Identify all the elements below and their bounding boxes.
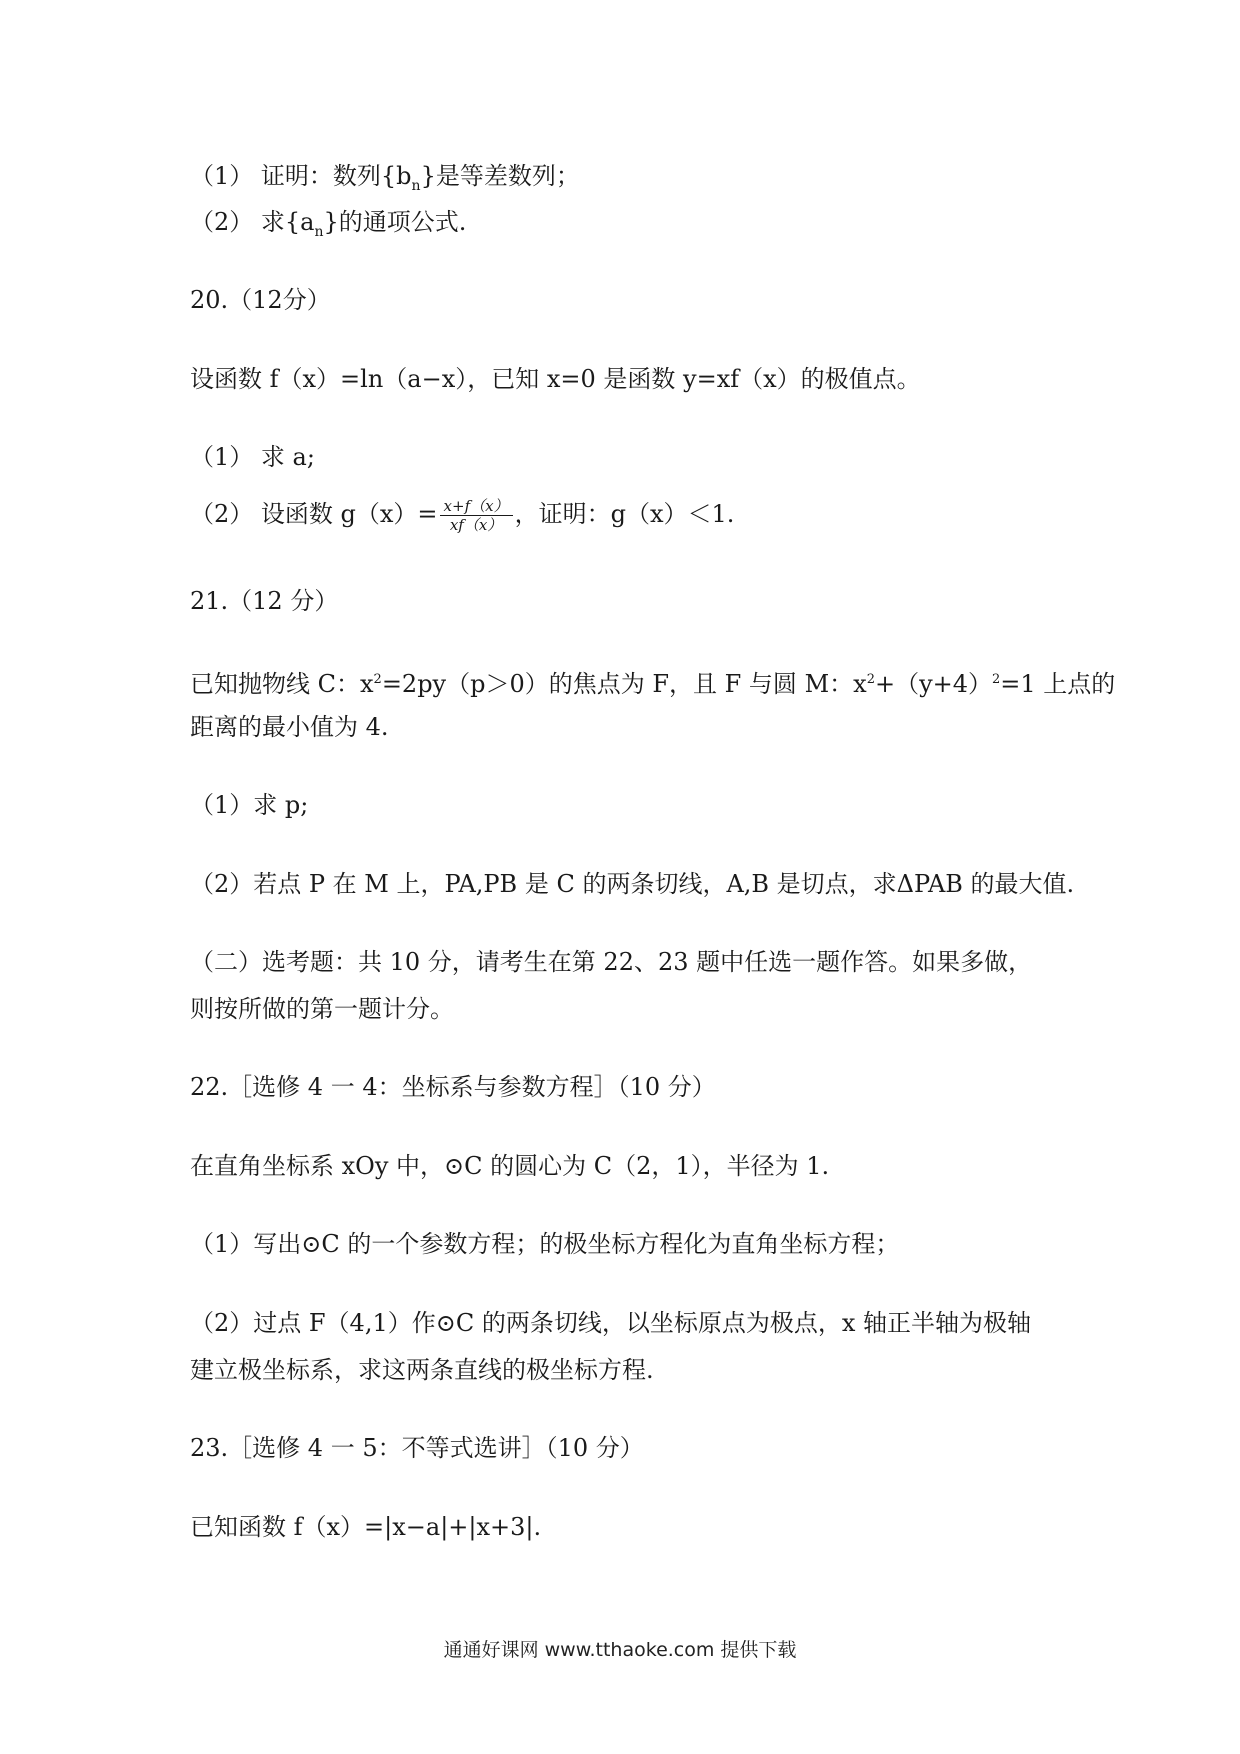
q23-header: 23.［选修 4 一 5：不等式选讲］（10 分） bbox=[190, 1434, 644, 1462]
fraction-numerator: x+f（x） bbox=[440, 497, 513, 516]
footer-credit: 通通好课网 www.tthaoke.com 提供下载 bbox=[443, 1639, 797, 1661]
q22-part2-line2: 建立极坐标系，求这两条直线的极坐标方程. bbox=[190, 1356, 654, 1384]
q19-part2 bbox=[190, 206, 466, 248]
q19-part1-text: （1） 证明：数列{b bbox=[190, 162, 412, 190]
q21-header: 21.（12 分） bbox=[190, 587, 339, 615]
q20-part2-text-end: ，证明：g（x）＜1. bbox=[514, 500, 735, 528]
elective-note-line1: （二）选考题：共 10 分，请考生在第 22、23 题中任选一题作答。如果多做， bbox=[190, 948, 1033, 976]
q22-stem: 在直角坐标系 xOy 中，⊙C 的圆心为 C（2，1），半径为 1. bbox=[190, 1152, 830, 1180]
q19-part1-text-end: }是等差数列； bbox=[420, 162, 580, 190]
superscript: 2 bbox=[992, 672, 1001, 687]
superscript: 2 bbox=[373, 672, 382, 687]
q21-stem-line1 bbox=[190, 664, 1115, 700]
q22-header: 22.［选修 4 一 4：坐标系与参数方程］（10 分） bbox=[190, 1073, 716, 1101]
q21-part1: （1）求 p; bbox=[190, 791, 309, 819]
subscript: n bbox=[314, 223, 324, 240]
q20-header: 20.（12分） bbox=[190, 286, 331, 314]
q20-part2 bbox=[190, 497, 734, 534]
q21-part2: （2）若点 P 在 M 上，PA,PB 是 C 的两条切线，A,B 是切点，求ΔPAB 的最大值. bbox=[190, 870, 1075, 898]
q20-stem: 设函数 f（x）=ln（a−x），已知 x=0 是函数 y=xf（x）的极值点。 bbox=[190, 365, 921, 393]
q19-part2-text: （2） 求{a bbox=[190, 208, 315, 236]
fraction bbox=[440, 497, 513, 534]
q21-stem-line2: 距离的最小值为 4. bbox=[190, 713, 389, 741]
q22-part2-line1: （2）过点 F（4,1）作⊙C 的两条切线，以坐标原点为极点，x 轴正半轴为极轴 bbox=[190, 1309, 1031, 1337]
text: +（y+4） bbox=[874, 670, 993, 698]
fraction-denominator: xf（x） bbox=[449, 516, 503, 534]
q19-part1 bbox=[190, 160, 580, 202]
text: =1 上点的 bbox=[1000, 670, 1116, 698]
q20-part1: （1） 求 a; bbox=[190, 443, 315, 471]
q22-part1: （1）写出⊙C 的一个参数方程；的极坐标方程化为直角坐标方程； bbox=[190, 1230, 900, 1258]
q20-part2-text: （2） 设函数 g（x）= bbox=[190, 500, 438, 528]
q23-stem: 已知函数 f（x）=|x−a|+|x+3|. bbox=[190, 1513, 542, 1541]
elective-note-line2: 则按所做的第一题计分。 bbox=[190, 995, 454, 1023]
superscript: 2 bbox=[866, 672, 875, 687]
q19-part2-text-end: }的通项公式. bbox=[323, 208, 467, 236]
text: =2py（p＞0）的焦点为 F，且 F 与圆 M：x bbox=[381, 670, 867, 698]
text: 已知抛物线 C：x bbox=[190, 670, 374, 698]
subscript: n bbox=[411, 177, 421, 194]
